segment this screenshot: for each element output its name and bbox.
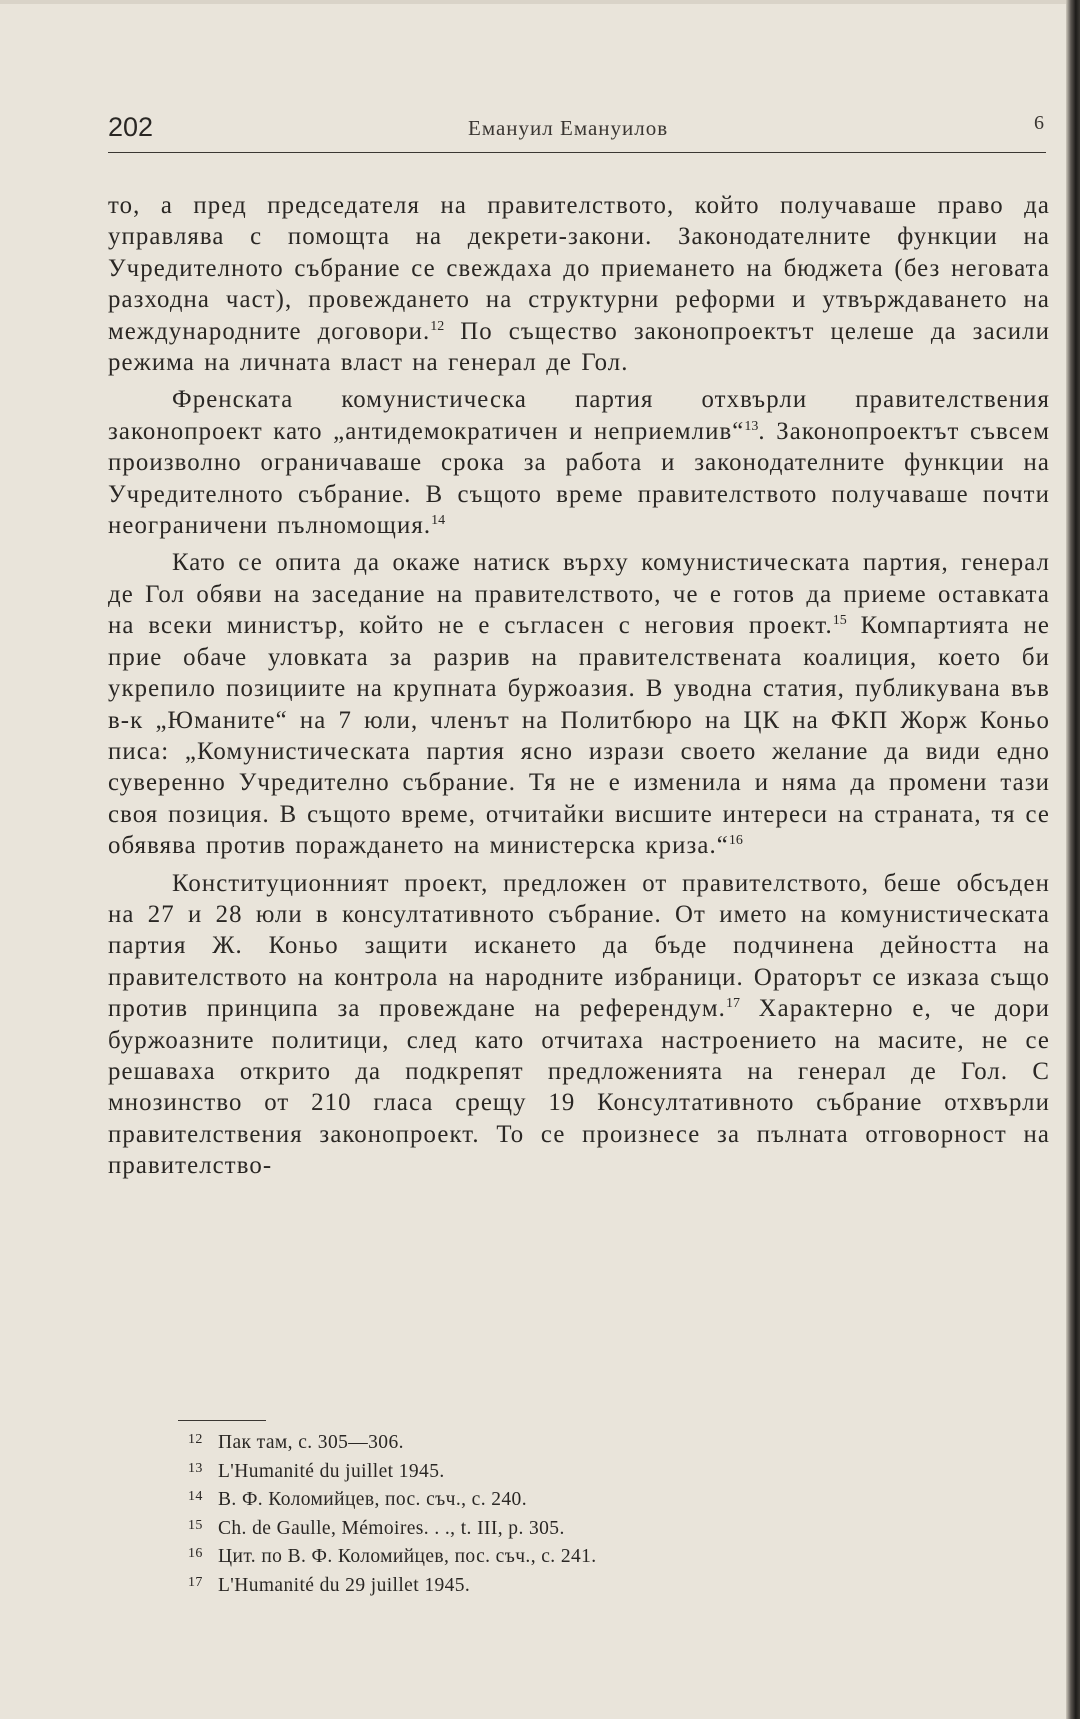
paragraph-4 (108, 868, 1050, 1182)
chapter-mark: 6 (1034, 112, 1044, 134)
footnote-15 (188, 1513, 888, 1542)
text-run: . Законопроектът съвсем произволно ограничаваше срока за работа и законодателните функции на Учредителното събрание. В същото време правителството получаваше почти неограничени пълномощия. (108, 417, 1051, 540)
page-number: 202 (108, 112, 154, 142)
footnote-number: 14 (188, 1489, 203, 1505)
footnote-text: L'Humanité du 29 juillet 1945. (218, 1574, 471, 1596)
footnote-12 (188, 1427, 888, 1456)
paragraph-3 (108, 547, 1050, 861)
text-run: то, а пред председателя на правителството, който получаваше право да управлява с помощта на декрети-закони. Законодателните функции на Учредителното събрание се свеждаха до приемането на бюджета (без неговата разходна част), провеждането на структурни реформи и утвърждаването на международните договори. (108, 192, 1050, 345)
footnote-reference[interactable]: 15 (832, 613, 847, 629)
footnote-number: 16 (188, 1546, 203, 1562)
text-run: Характерно е, че дори буржоазните политици, след като отчитаха настроението на масите, не се решаваха открито да подкрепят предложенията на генерал де Гол. С мнозинство от 210 гласа срещу 19 Консултативното събрание отхвърли правителствения законопроект. То се произнесе за пълната отговорност на правителство- (108, 995, 1050, 1180)
footnote-16 (188, 1541, 888, 1570)
text-run: Конституционният проект, предложен от правителството, беше обсъден на 27 и 28 юли в консултативното събрание. От името на комунистическата партия Ж. Коньо защити искането да бъде подчинена дейността на правителството на контрола на народните избраници. Ораторът се изказа също против принципа за провеждане на референдум. (108, 869, 1050, 1023)
page-header (108, 108, 1046, 153)
footnote-number: 17 (188, 1574, 203, 1590)
footnote-reference[interactable]: 14 (431, 513, 446, 529)
footnote-text: Цит. по В. Ф. Коломийцев, пос. съч., с. 241. (218, 1546, 597, 1568)
footnote-number: 15 (188, 1517, 203, 1533)
page-top-edge (0, 0, 1080, 4)
text-run: Компартията не прие обаче уловката за разрив на правителствената коалиция, което би укрепило позициите на крупната буржоазия. В уводна статия, публикувана във в-к „Юманите“ на 7 юли, членът на Политбюро на ЦК на ФКП Жорж Коньо писа: „Комунистическата партия ясно изрази своето желание да види едно суверенно Учредително събрание. Тя не е изменила и няма да промени тази своя позиция. В същото време, отчитайки висшите интереси на страната, тя се обявява против пораждането на министерска криза.“ (108, 612, 1050, 860)
text-run: Френската комунистическа партия отхвърли правителствения законопроект като „антидемократичен и неприемлив“ (108, 386, 1050, 445)
footnote-number: 13 (188, 1460, 203, 1476)
footnote-reference[interactable]: 13 (744, 418, 759, 434)
footnote-14 (188, 1484, 888, 1513)
footnote-17 (188, 1570, 888, 1599)
footnote-text: В. Ф. Коломийцев, пос. съч., с. 240. (218, 1489, 527, 1511)
footnote-number: 12 (188, 1432, 203, 1447)
running-head-author: Емануил Емануилов (468, 116, 669, 140)
body-text (108, 190, 1050, 1182)
paragraph-2 (108, 384, 1050, 541)
footnote-13 (188, 1456, 888, 1485)
text-run: По същество законопроектът целеше да засили режима на личната власт на генерал де Гол. (108, 317, 1050, 377)
footnotes (188, 1427, 888, 1599)
footnote-text: L'Humanité du juillet 1945. (218, 1460, 445, 1482)
book-spine-edge (1066, 0, 1080, 1719)
paragraph-1 (108, 190, 1050, 378)
footnote-text: Пак там, с. 305—306. (218, 1432, 404, 1453)
text-run: Като се опита да окаже натиск върху комунистическата партия, генерал де Гол обяви на заседание на правителството, че е готов да приеме оставката на всеки министър, който не е съгласен с неговия проект. (108, 549, 1050, 640)
footnote-rule (178, 1420, 266, 1421)
footnote-reference[interactable]: 12 (430, 318, 445, 334)
footnote-text: Ch. de Gaulle, Mémoires. . ., t. III, p. 305. (218, 1517, 565, 1539)
footnote-reference[interactable]: 16 (728, 833, 743, 849)
footnote-reference[interactable]: 17 (725, 996, 740, 1012)
